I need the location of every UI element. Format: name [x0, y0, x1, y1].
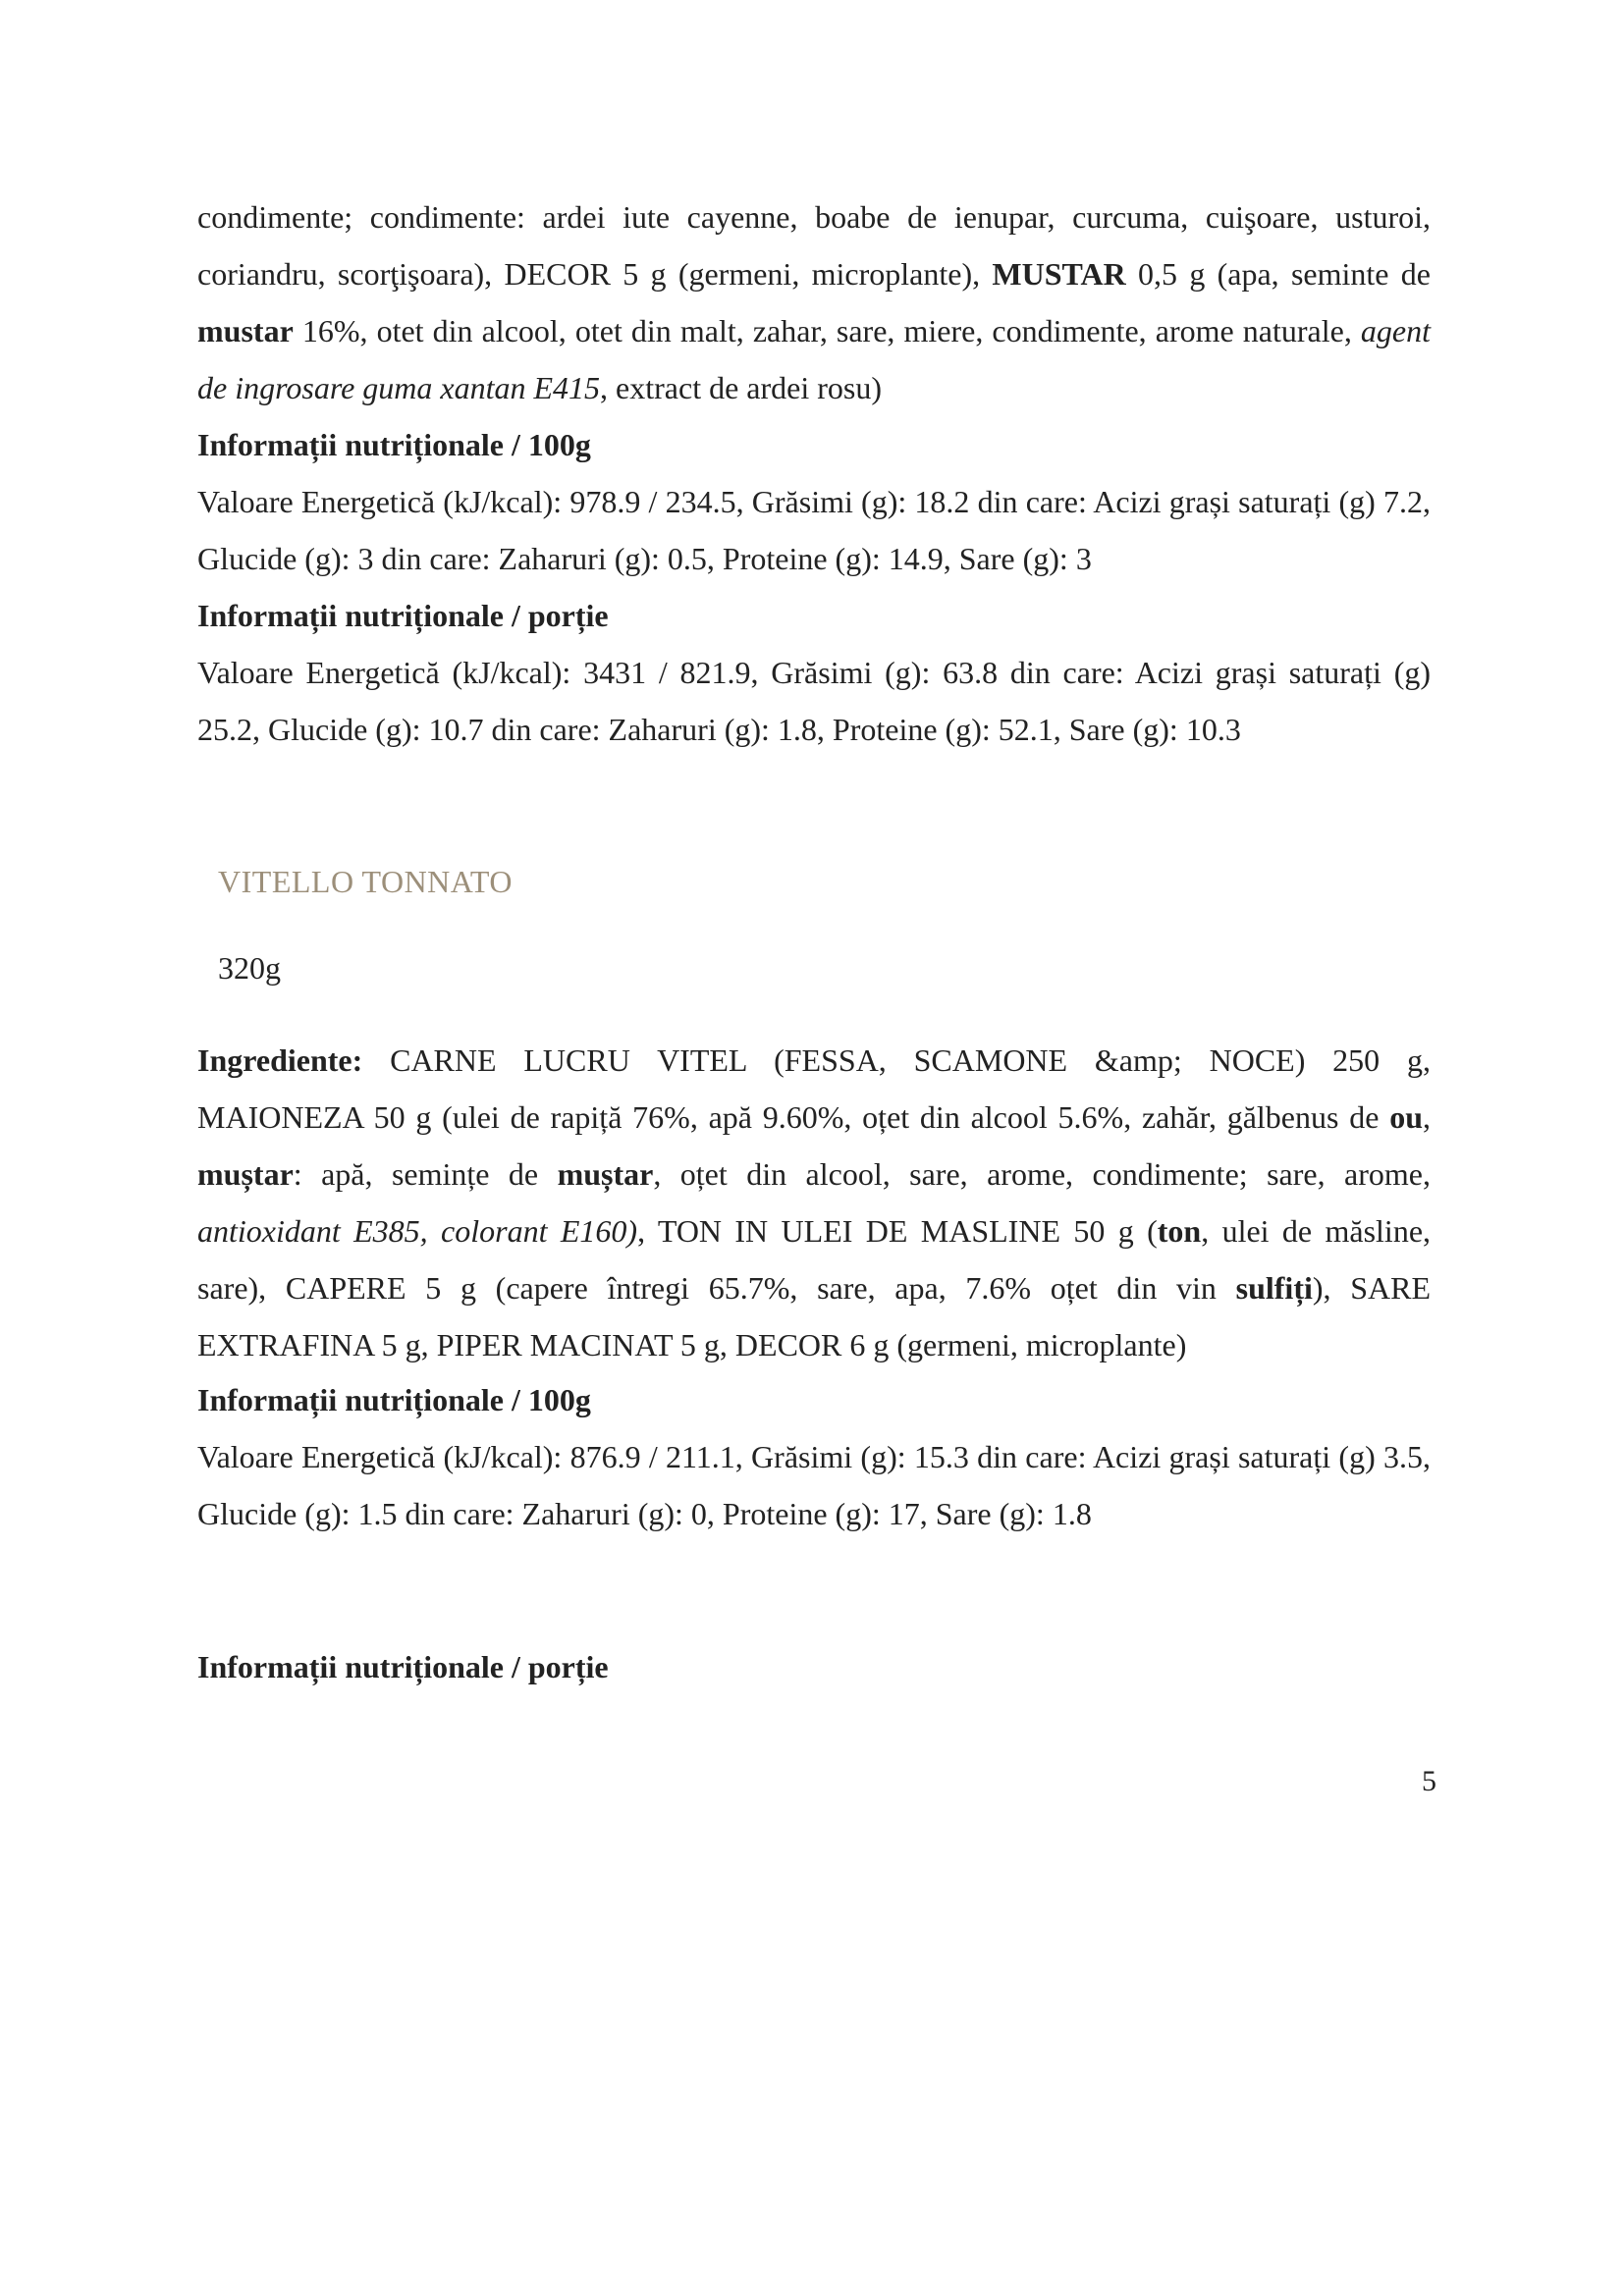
- allergen-bold: MUSTAR: [992, 256, 1126, 292]
- ingredients-label: Ingrediente:: [197, 1042, 363, 1078]
- allergen-bold: muștar: [557, 1156, 654, 1192]
- additive-italic: antioxidant E385, colorant E160): [197, 1213, 638, 1249]
- ingredients-text: , extract de ardei rosu): [600, 370, 882, 405]
- additive-italic: agent de ingrosare guma xantan E415: [197, 313, 1431, 405]
- ingredients-text: 0,5 g (apa, seminte de: [1125, 256, 1432, 292]
- ingredients-text: , ulei de măsline, sare), CAPERE 5 g (capere întregi 65.7%, sare, apa, 7.6% oțet din vin: [197, 1213, 1432, 1306]
- nutrition-portion-heading: Informații nutriționale / porție: [197, 1649, 609, 1684]
- ingredients-text: CARNE LUCRU VITEL (FESSA, SCAMONE &amp; NOCE) 250 g, MAIONEZA 50 g (ulei de rapiță 76%, apă 9.60%, oțet din alcool 5.6%, zahăr, gălbenus de: [197, 1042, 1431, 1135]
- ingredients-continuation: [197, 188, 1431, 416]
- allergen-bold: sulfiți: [1235, 1270, 1313, 1306]
- ingredients-text: : apă, semințe de: [293, 1156, 558, 1192]
- ingredients-text: , oțet din alcool, sare, arome, condimente; sare, arome,: [653, 1156, 1432, 1192]
- ingredients-text: ), SARE EXTRAFINA 5 g, PIPER MACINAT 5 g, DECOR 6 g (germeni, microplante): [197, 1270, 1432, 1362]
- nutrition-portion-heading: Informații nutriționale / porție: [197, 598, 609, 633]
- ingredients-text: condimente; condimente: ardei iute cayenne, boabe de ienupar, curcuma, cuişoare, usturoi, coriandru, scorţişoara), DECOR 5 g (germeni, microplante),: [197, 199, 1431, 292]
- product-title: VITELLO TONNATO: [218, 864, 513, 899]
- page-number: 5: [1422, 1765, 1436, 1797]
- product-ingredients: [197, 1032, 1431, 1373]
- nutrition-100g-heading: Informații nutriționale / 100g: [197, 427, 591, 462]
- ingredients-text: ,: [1423, 1099, 1431, 1135]
- allergen-bold: muștar: [197, 1156, 294, 1192]
- product-weight: 320g: [218, 950, 281, 986]
- nutrition-100g-heading: Informații nutriționale / 100g: [197, 1382, 591, 1417]
- ingredients-text: 16%, otet din alcool, otet din malt, zahar, sare, miere, condimente, arome naturale,: [293, 313, 1361, 348]
- nutrition-100g-values: Valoare Energetică (kJ/kcal): 978.9 / 234.5, Grăsimi (g): 18.2 din care: Acizi grași saturați (g) 7.2, Glucide (g): 3 din care: Zaharuri (g): 0.5, Proteine (g): 14.9, Sare (g): 3: [197, 484, 1431, 576]
- allergen-bold: ton: [1157, 1213, 1202, 1249]
- nutrition-portion-values: Valoare Energetică (kJ/kcal): 3431 / 821.9, Grăsimi (g): 63.8 din care: Acizi grași saturați (g) 25.2, Glucide (g): 10.7 din care: Zaharuri (g): 1.8, Proteine (g): 52.1, Sare (g): 10.3: [197, 655, 1431, 747]
- allergen-bold: ou: [1389, 1099, 1423, 1135]
- nutrition-100g-values: Valoare Energetică (kJ/kcal): 876.9 / 211.1, Grăsimi (g): 15.3 din care: Acizi grași saturați (g) 3.5, Glucide (g): 1.5 din care: Zaharuri (g): 0, Proteine (g): 17, Sare (g): 1.8: [197, 1439, 1431, 1531]
- ingredients-text: , TON IN ULEI DE MASLINE 50 g (: [637, 1213, 1158, 1249]
- allergen-bold: mustar: [197, 313, 294, 348]
